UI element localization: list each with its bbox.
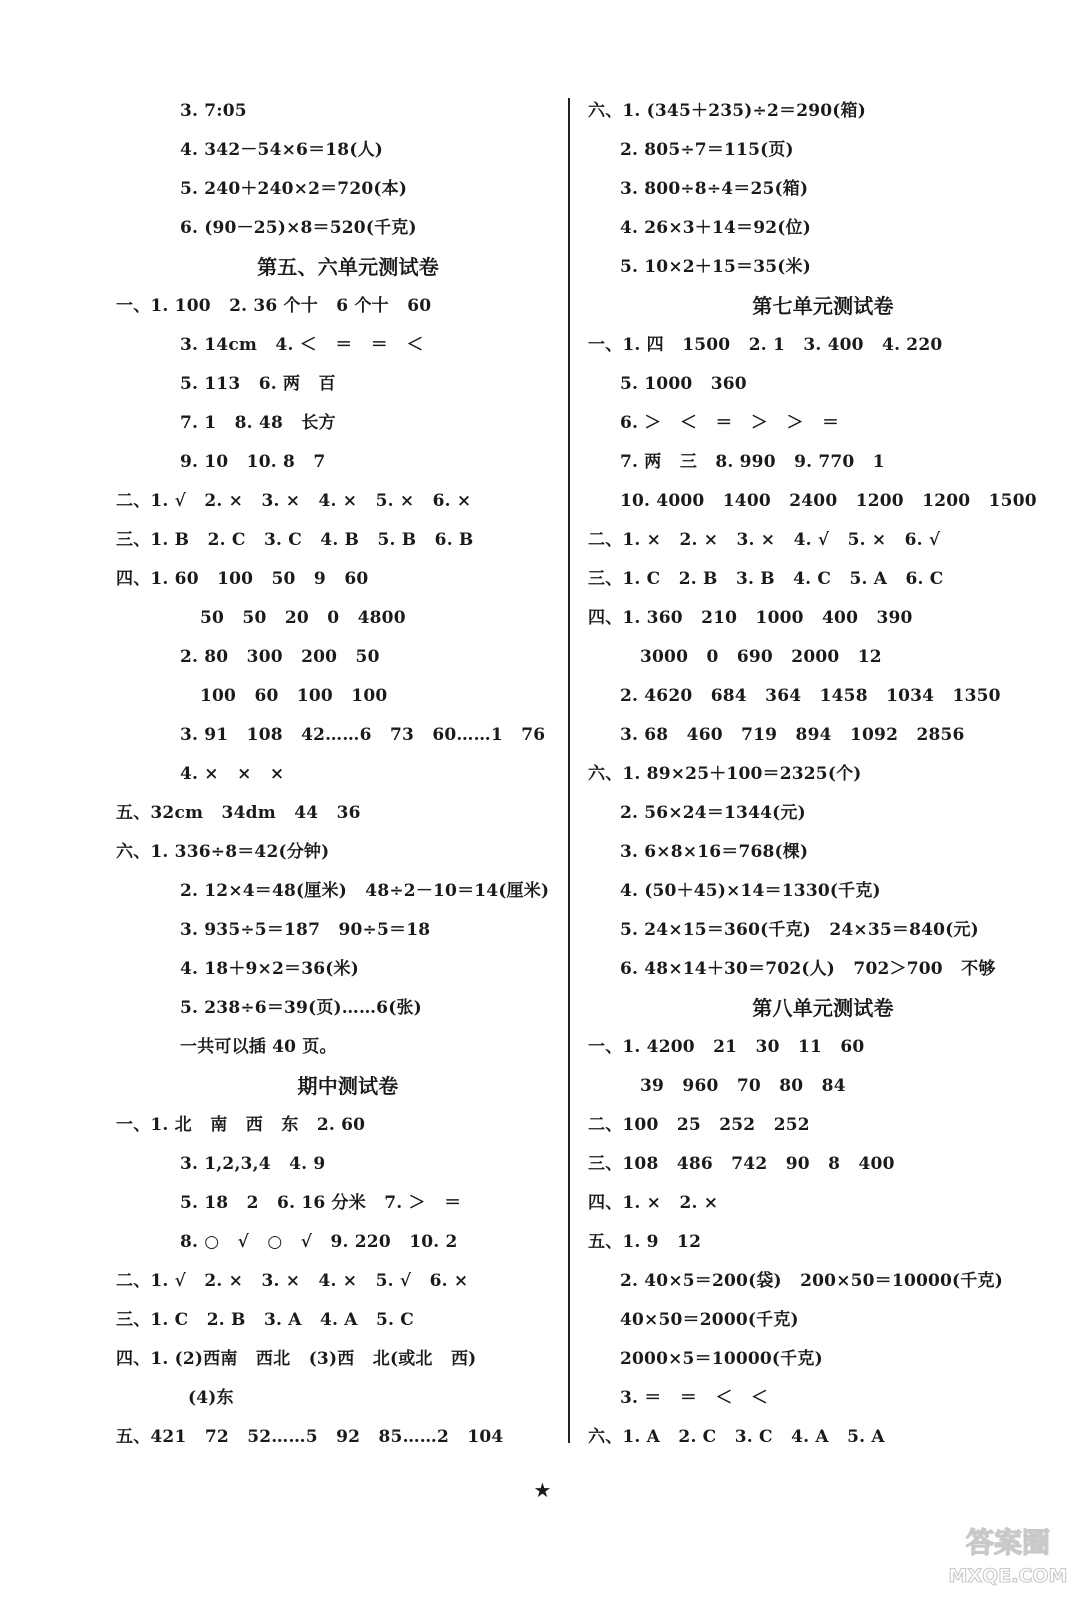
right-answer-line: 一、1. 4200 21 30 11 60 [588, 1037, 865, 1057]
left-answer-line: 8. ○ √ ○ √ 9. 220 10. 2 [180, 1232, 458, 1252]
right-answer-line: 3000 0 690 2000 12 [640, 647, 882, 667]
right-answer-line: 5. 24×15＝360(千克) 24×35＝840(元) [620, 920, 979, 940]
left-answer-line: 三、1. C 2. B 3. A 4. A 5. C [116, 1310, 414, 1330]
left-answer-line: (4)东 [188, 1388, 234, 1408]
right-answer-line: 39 960 70 80 84 [640, 1076, 846, 1096]
right-answer-line: 六、1. A 2. C 3. C 4. A 5. A [588, 1427, 885, 1447]
right-answer-line: 六、1. (345＋235)÷2＝290(箱) [588, 101, 866, 121]
left-answer-line: 4. × × × [180, 764, 285, 784]
left-answer-line: 5. 238÷6＝39(页)……6(张) [180, 998, 422, 1018]
left-answer-line: 9. 10 10. 8 7 [180, 452, 326, 472]
left-answer-line: 3. 91 108 42……6 73 60……1 76 [180, 725, 546, 745]
right-answer-line: 五、1. 9 12 [588, 1232, 702, 1252]
left-answer-line: 五、421 72 52……5 92 85……2 104 [116, 1427, 504, 1447]
left-answer-line: 5. 18 2 6. 16 分米 7. ＞ ＝ [180, 1193, 462, 1213]
left-answer-line: 六、1. 336÷8＝42(分钟) [116, 842, 330, 862]
left-answer-line: 2. 80 300 200 50 [180, 647, 380, 667]
left-answer-line: 二、1. √ 2. × 3. × 4. × 5. × 6. × [116, 491, 472, 511]
left-answer-line: 5. 240＋240×2＝720(本) [180, 179, 408, 199]
right-answer-line: 40×50＝2000(千克) [620, 1310, 799, 1330]
page-footer-star: ★ [533, 1478, 552, 1502]
right-answer-line: 5. 1000 360 [620, 374, 747, 394]
left-column [116, 92, 550, 1457]
right-answer-line: 6. 48×14＋30＝702(人) 702＞700 不够 [620, 959, 996, 979]
right-answer-line: 一、1. 四 1500 2. 1 3. 400 4. 220 [588, 335, 943, 355]
right-answer-line: 4. 26×3＋14＝92(位) [620, 218, 811, 238]
left-answer-line: 四、1. 60 100 50 9 60 [116, 569, 369, 589]
left-answer-line: 三、1. B 2. C 3. C 4. B 5. B 6. B [116, 530, 474, 550]
left-section-heading: 第五、六单元测试卷 [257, 255, 439, 279]
right-answer-line: 10. 4000 1400 2400 1200 1200 1500 [620, 491, 1037, 511]
right-answer-line: 3. ＝ ＝ ＜ ＜ [620, 1388, 769, 1408]
right-answer-line: 3. 6×8×16＝768(棵) [620, 842, 809, 862]
watermark-logo [949, 1518, 1067, 1590]
right-answer-line: 3. 800÷8÷4＝25(箱) [620, 179, 809, 199]
left-answer-line: 3. 7:05 [180, 101, 247, 121]
svg-text:MXQE.COM: MXQE.COM [949, 1565, 1067, 1587]
right-column [588, 92, 1058, 1457]
right-answer-line: 3. 68 460 719 894 1092 2856 [620, 725, 965, 745]
right-answer-line: 2. 805÷7＝115(页) [620, 140, 794, 160]
right-answer-line: 四、1. 360 210 1000 400 390 [588, 608, 913, 628]
left-answer-line: 五、32cm 34dm 44 36 [116, 803, 361, 823]
column-divider [568, 98, 570, 1443]
right-answer-line: 二、1. × 2. × 3. × 4. √ 5. × 6. √ [588, 530, 941, 550]
right-answer-line: 六、1. 89×25＋100＝2325(个) [588, 764, 862, 784]
right-answer-line: 三、1. C 2. B 3. B 4. C 5. A 6. C [588, 569, 944, 589]
left-answer-line: 4. 18＋9×2＝36(米) [180, 959, 359, 979]
right-answer-line: 2000×5＝10000(千克) [620, 1349, 823, 1369]
right-answer-line: 二、100 25 252 252 [588, 1115, 810, 1135]
left-answer-line: 四、1. (2)西南 西北 (3)西 北(或北 西) [116, 1349, 477, 1369]
left-answer-line: 3. 935÷5＝187 90÷5＝18 [180, 920, 431, 940]
left-section-heading: 期中测试卷 [297, 1074, 399, 1098]
right-answer-line: 7. 两 三 8. 990 9. 770 1 [620, 452, 885, 472]
right-answer-line: 2. 4620 684 364 1458 1034 1350 [620, 686, 1001, 706]
right-section-heading: 第八单元测试卷 [752, 996, 894, 1020]
left-answer-line: 一、1. 100 2. 36 个十 6 个十 60 [116, 296, 432, 316]
left-answer-line: 50 50 20 0 4800 [200, 608, 406, 628]
right-answer-line: 6. ＞ ＜ ＝ ＞ ＞ ＝ [620, 413, 840, 433]
svg-text:答案圈: 答案圈 [965, 1526, 1051, 1559]
left-answer-line: 2. 12×4＝48(厘米) 48÷2－10＝14(厘米) [180, 881, 550, 901]
right-answer-line: 四、1. × 2. × [588, 1193, 719, 1213]
right-answer-line: 三、108 486 742 90 8 400 [588, 1154, 895, 1174]
right-answer-line: 2. 56×24＝1344(元) [620, 803, 806, 823]
left-answer-line: 5. 113 6. 两 百 [180, 374, 336, 394]
right-answer-line: 4. (50＋45)×14＝1330(千克) [620, 881, 881, 901]
right-answer-line: 2. 40×5＝200(袋) 200×50＝10000(千克) [620, 1271, 1003, 1291]
left-answer-line: 二、1. √ 2. × 3. × 4. × 5. √ 6. × [116, 1271, 469, 1291]
left-answer-line: 3. 1,2,3,4 4. 9 [180, 1154, 326, 1174]
left-answer-line: 7. 1 8. 48 长方 [180, 413, 336, 433]
left-answer-line: 一共可以插 40 页。 [180, 1037, 337, 1057]
left-answer-line: 6. (90－25)×8＝520(千克) [180, 218, 417, 238]
left-answer-line: 3. 14cm 4. ＜ ＝ ＝ ＜ [180, 335, 424, 355]
left-answer-line: 100 60 100 100 [200, 686, 388, 706]
left-answer-line: 4. 342－54×6＝18(人) [180, 140, 384, 160]
left-answer-line: 一、1. 北 南 西 东 2. 60 [116, 1115, 366, 1135]
right-section-heading: 第七单元测试卷 [752, 294, 894, 318]
right-answer-line: 5. 10×2＋15＝35(米) [620, 257, 811, 277]
